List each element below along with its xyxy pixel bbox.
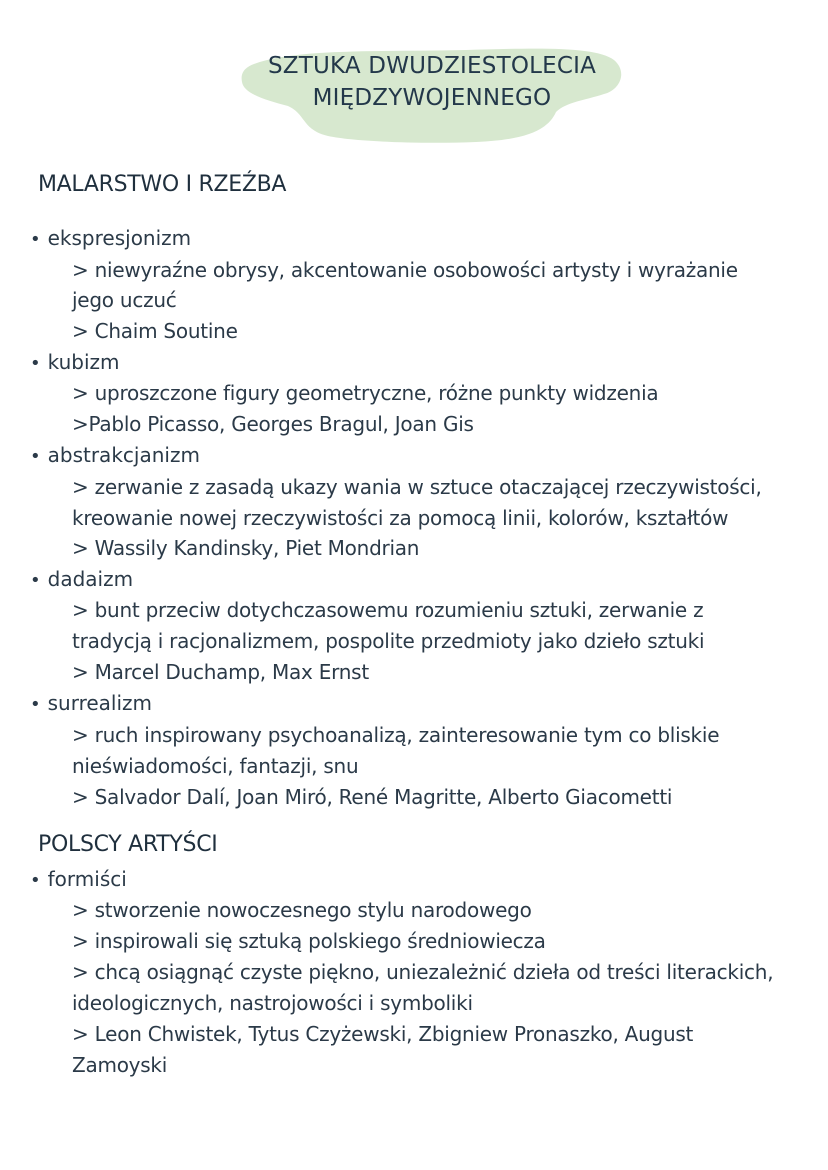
topic-label: abstrakcjanizm [44,440,212,470]
topic-line: > zerwanie z zasadą ukazy wania w sztuce otaczającej rzeczywistości, [72,475,762,499]
page-title [236,50,628,114]
topic-line: > chcą osiągnąć czyste piękno, uniezależnić dzieła od treści literackich, [72,960,774,984]
topic-label: surrealizm [44,688,164,718]
topic-line: ideologicznych, nastrojowości i symboliki [72,991,473,1015]
topic-line: kreowanie nowej rzeczywistości za pomocą linii, kolorów, kształtów [72,506,729,530]
topic-label: dadaizm [44,564,145,594]
topic-surrealizm [30,688,164,718]
bullet-icon: • [30,694,41,715]
bullet-icon: • [30,446,41,467]
topic-line: Zamoyski [72,1053,168,1077]
topic-line: > bunt przeciw dotychczasowemu rozumieniu sztuki, zerwanie z [72,598,704,622]
topic-line: jego uczuć [72,288,177,312]
bullet-icon: • [30,229,41,250]
topic-line: > inspirowali się sztuką polskiego średniowiecza [72,929,546,953]
topic-label: formiści [44,864,139,894]
bullet-icon: • [30,353,41,374]
topic-ekspresjonizm [30,223,203,253]
topic-line: > Chaim Soutine [72,319,238,343]
topic-line: >Pablo Picasso, Georges Bragul, Joan Gis [72,412,474,436]
bullet-icon: • [30,570,41,591]
topic-kubizm [30,347,132,377]
topic-line: > uproszczone figury geometryczne, różne punkty widzenia [72,381,659,405]
topic-line: > stworzenie nowoczesnego stylu narodowego [72,898,532,922]
section-heading-malarstwo: MALARSTWO I RZEŹBA [38,172,287,197]
title-line-1: SZTUKA DWUDZIESTOLECIA [267,53,597,79]
topic-line: > niewyraźne obrysy, akcentowanie osobowości artysty i wyrażanie [72,258,738,282]
topic-line: > Leon Chwistek, Tytus Czyżewski, Zbigniew Pronaszko, August [72,1022,694,1046]
topic-formisci [30,864,139,894]
topic-line: > Wassily Kandinsky, Piet Mondrian [72,536,420,560]
topic-line: tradycją i racjonalizmem, pospolite przedmioty jako dzieło sztuki [72,629,705,653]
topic-abstrakcjanizm [30,440,212,470]
title-line-2: MIĘDZYWOJENNEGO [312,85,552,111]
bullet-icon: • [30,870,41,891]
section-heading-polscy: POLSCY ARTYŚCI [38,832,218,857]
title-block [236,42,628,146]
topic-line: nieświadomości, fantazji, snu [72,754,359,778]
topic-dadaizm [30,564,145,594]
topic-line: > ruch inspirowany psychoanalizą, zainteresowanie tym co bliskie [72,723,720,747]
topic-line: > Marcel Duchamp, Max Ernst [72,660,369,684]
topic-label: ekspresjonizm [44,223,204,253]
topic-label: kubizm [44,347,132,377]
topic-line: > Salvador Dalí, Joan Miró, René Magritte, Alberto Giacometti [72,785,673,809]
